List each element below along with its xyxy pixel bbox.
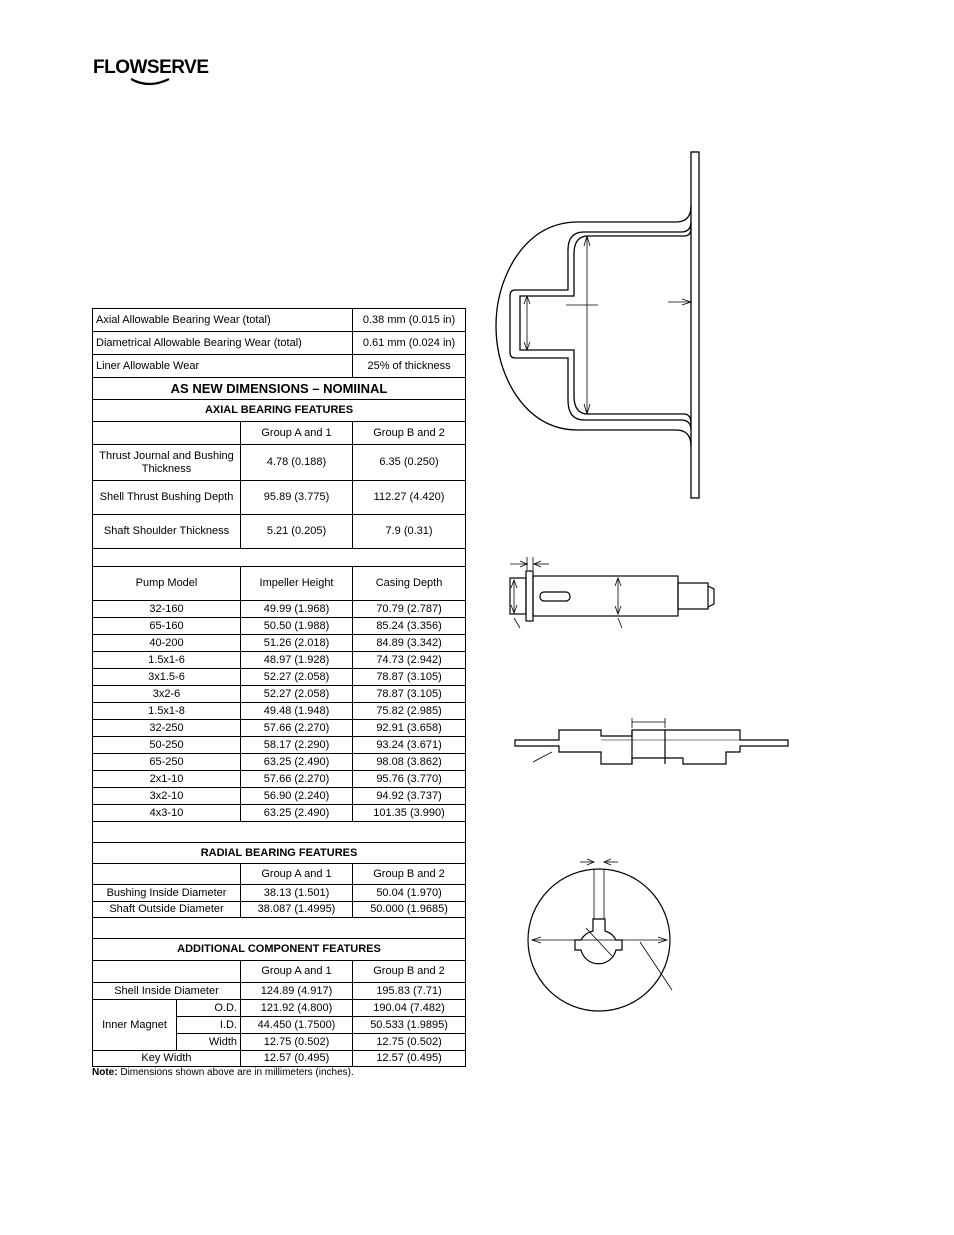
magnet-sub: I.D. <box>177 1017 241 1034</box>
impeller-height-cell: 51.26 (2.018) <box>241 635 353 652</box>
pump-model-cell: 3x2-6 <box>93 686 241 703</box>
pump-model-cell: 1.5x1-8 <box>93 703 241 720</box>
casing-depth-cell: 92.91 (3.658) <box>353 720 466 737</box>
impeller-height-cell: 63.25 (2.490) <box>241 754 353 771</box>
additional-col-b: Group B and 2 <box>353 961 466 983</box>
radial-b: 50.000 (1.9685) <box>353 902 466 918</box>
impeller-height-cell: 50.50 (1.988) <box>241 618 353 635</box>
magnet-b: 50.533 (1.9895) <box>353 1017 466 1034</box>
pump-model-cell: 2x1-10 <box>93 771 241 788</box>
shell-label: Shell Inside Diameter <box>93 983 241 1000</box>
casing-depth-cell: 95.76 (3.770) <box>353 771 466 788</box>
pump-model-cell: 40-200 <box>93 635 241 652</box>
logo-text: FLOWSERVE <box>93 57 209 78</box>
impeller-height-cell: 48.97 (1.928) <box>241 652 353 669</box>
axial-b: 7.9 (0.31) <box>353 515 466 549</box>
casing-depth-cell: 101.35 (3.990) <box>353 805 466 822</box>
radial-title: RADIAL BEARING FEATURES <box>93 843 466 864</box>
pump-model-cell: 32-250 <box>93 720 241 737</box>
casing-depth-cell: 94.92 (3.737) <box>353 788 466 805</box>
radial-a: 38.087 (1.4995) <box>241 902 353 918</box>
casing-depth-cell: 98.08 (3.862) <box>353 754 466 771</box>
impeller-height-cell: 58.17 (2.290) <box>241 737 353 754</box>
axial-col-b: Group B and 2 <box>353 422 466 445</box>
pump-model-cell: 3x2-10 <box>93 788 241 805</box>
axial-a: 4.78 (0.188) <box>241 445 353 481</box>
shell-drawing <box>496 152 699 498</box>
impeller-height-cell: 52.27 (2.058) <box>241 686 353 703</box>
note-text: Dimensions shown above are in millimeters (inches). <box>117 1067 354 1078</box>
axial-col-a: Group A and 1 <box>241 422 353 445</box>
axial-title: AXIAL BEARING FEATURES <box>93 400 466 422</box>
note-bold: Note: <box>92 1067 118 1078</box>
impeller-height-cell: 57.66 (2.270) <box>241 771 353 788</box>
casing-depth-cell: 84.89 (3.342) <box>353 635 466 652</box>
impeller-height-cell: 49.48 (1.948) <box>241 703 353 720</box>
wear-label: Liner Allowable Wear <box>93 355 353 378</box>
magnet-sub: O.D. <box>177 1000 241 1017</box>
magnet-b: 12.75 (0.502) <box>353 1034 466 1051</box>
magnet-a: 44.450 (1.7500) <box>241 1017 353 1034</box>
wear-value: 25% of thickness <box>353 355 466 378</box>
axial-b: 6.35 (0.250) <box>353 445 466 481</box>
shell-a: 124.89 (4.917) <box>241 983 353 1000</box>
shaft-drawing <box>510 557 714 628</box>
casing-depth-cell: 75.82 (2.985) <box>353 703 466 720</box>
axial-a: 95.89 (3.775) <box>241 481 353 515</box>
shell-b: 195.83 (7.71) <box>353 983 466 1000</box>
casing-depth-cell: 93.24 (3.671) <box>353 737 466 754</box>
key-label: Key Width <box>93 1051 241 1067</box>
radial-label: Bushing Inside Diameter <box>93 885 241 902</box>
impeller-header: Impeller Height <box>241 567 353 601</box>
axial-label: Thrust Journal and Bushing Thickness <box>93 445 241 481</box>
axial-label: Shaft Shoulder Thickness <box>93 515 241 549</box>
magnet-disc-drawing <box>528 859 672 1011</box>
axial-label: Shell Thrust Bushing Depth <box>93 481 241 515</box>
radial-col-a: Group A and 1 <box>241 864 353 885</box>
impeller-height-cell: 63.25 (2.490) <box>241 805 353 822</box>
impeller-height-cell: 52.27 (2.058) <box>241 669 353 686</box>
wear-label: Diametrical Allowable Bearing Wear (total) <box>93 332 353 355</box>
radial-col-b: Group B and 2 <box>353 864 466 885</box>
axial-a: 5.21 (0.205) <box>241 515 353 549</box>
impeller-height-cell: 56.90 (2.240) <box>241 788 353 805</box>
wear-label: Axial Allowable Bearing Wear (total) <box>93 309 353 332</box>
pump-model-cell: 1.5x1-6 <box>93 652 241 669</box>
radial-b: 50.04 (1.970) <box>353 885 466 902</box>
pump-model-cell: 50-250 <box>93 737 241 754</box>
casing-depth-cell: 78.87 (3.105) <box>353 686 466 703</box>
casing-depth-cell: 78.87 (3.105) <box>353 669 466 686</box>
pump-model-cell: 3x1.5-6 <box>93 669 241 686</box>
pump-model-header: Pump Model <box>93 567 241 601</box>
wear-value: 0.38 mm (0.015 in) <box>353 309 466 332</box>
key-a: 12.57 (0.495) <box>241 1051 353 1067</box>
magnet-a: 121.92 (4.800) <box>241 1000 353 1017</box>
pump-model-cell: 4x3-10 <box>93 805 241 822</box>
pump-model-cell: 65-250 <box>93 754 241 771</box>
magnet-sub: Width <box>177 1034 241 1051</box>
pump-model-cell: 32-160 <box>93 601 241 618</box>
magnet-a: 12.75 (0.502) <box>241 1034 353 1051</box>
casing-depth-cell: 85.24 (3.356) <box>353 618 466 635</box>
impeller-height-cell: 57.66 (2.270) <box>241 720 353 737</box>
magnet-b: 190.04 (7.482) <box>353 1000 466 1017</box>
additional-title: ADDITIONAL COMPONENT FEATURES <box>93 939 466 961</box>
impeller-height-cell: 49.99 (1.968) <box>241 601 353 618</box>
casing-depth-cell: 74.73 (2.942) <box>353 652 466 669</box>
casing-header: Casing Depth <box>353 567 466 601</box>
axial-b: 112.27 (4.420) <box>353 481 466 515</box>
radial-label: Shaft Outside Diameter <box>93 902 241 918</box>
radial-a: 38.13 (1.501) <box>241 885 353 902</box>
additional-col-a: Group A and 1 <box>241 961 353 983</box>
wear-value: 0.61 mm (0.024 in) <box>353 332 466 355</box>
magnet-label: Inner Magnet <box>93 1000 177 1051</box>
bearing-sleeve-drawing <box>515 718 788 764</box>
as-new-title: AS NEW DIMENSIONS – NOMIINAL <box>93 378 466 400</box>
casing-depth-cell: 70.79 (2.787) <box>353 601 466 618</box>
pump-model-cell: 65-160 <box>93 618 241 635</box>
key-b: 12.57 (0.495) <box>353 1051 466 1067</box>
